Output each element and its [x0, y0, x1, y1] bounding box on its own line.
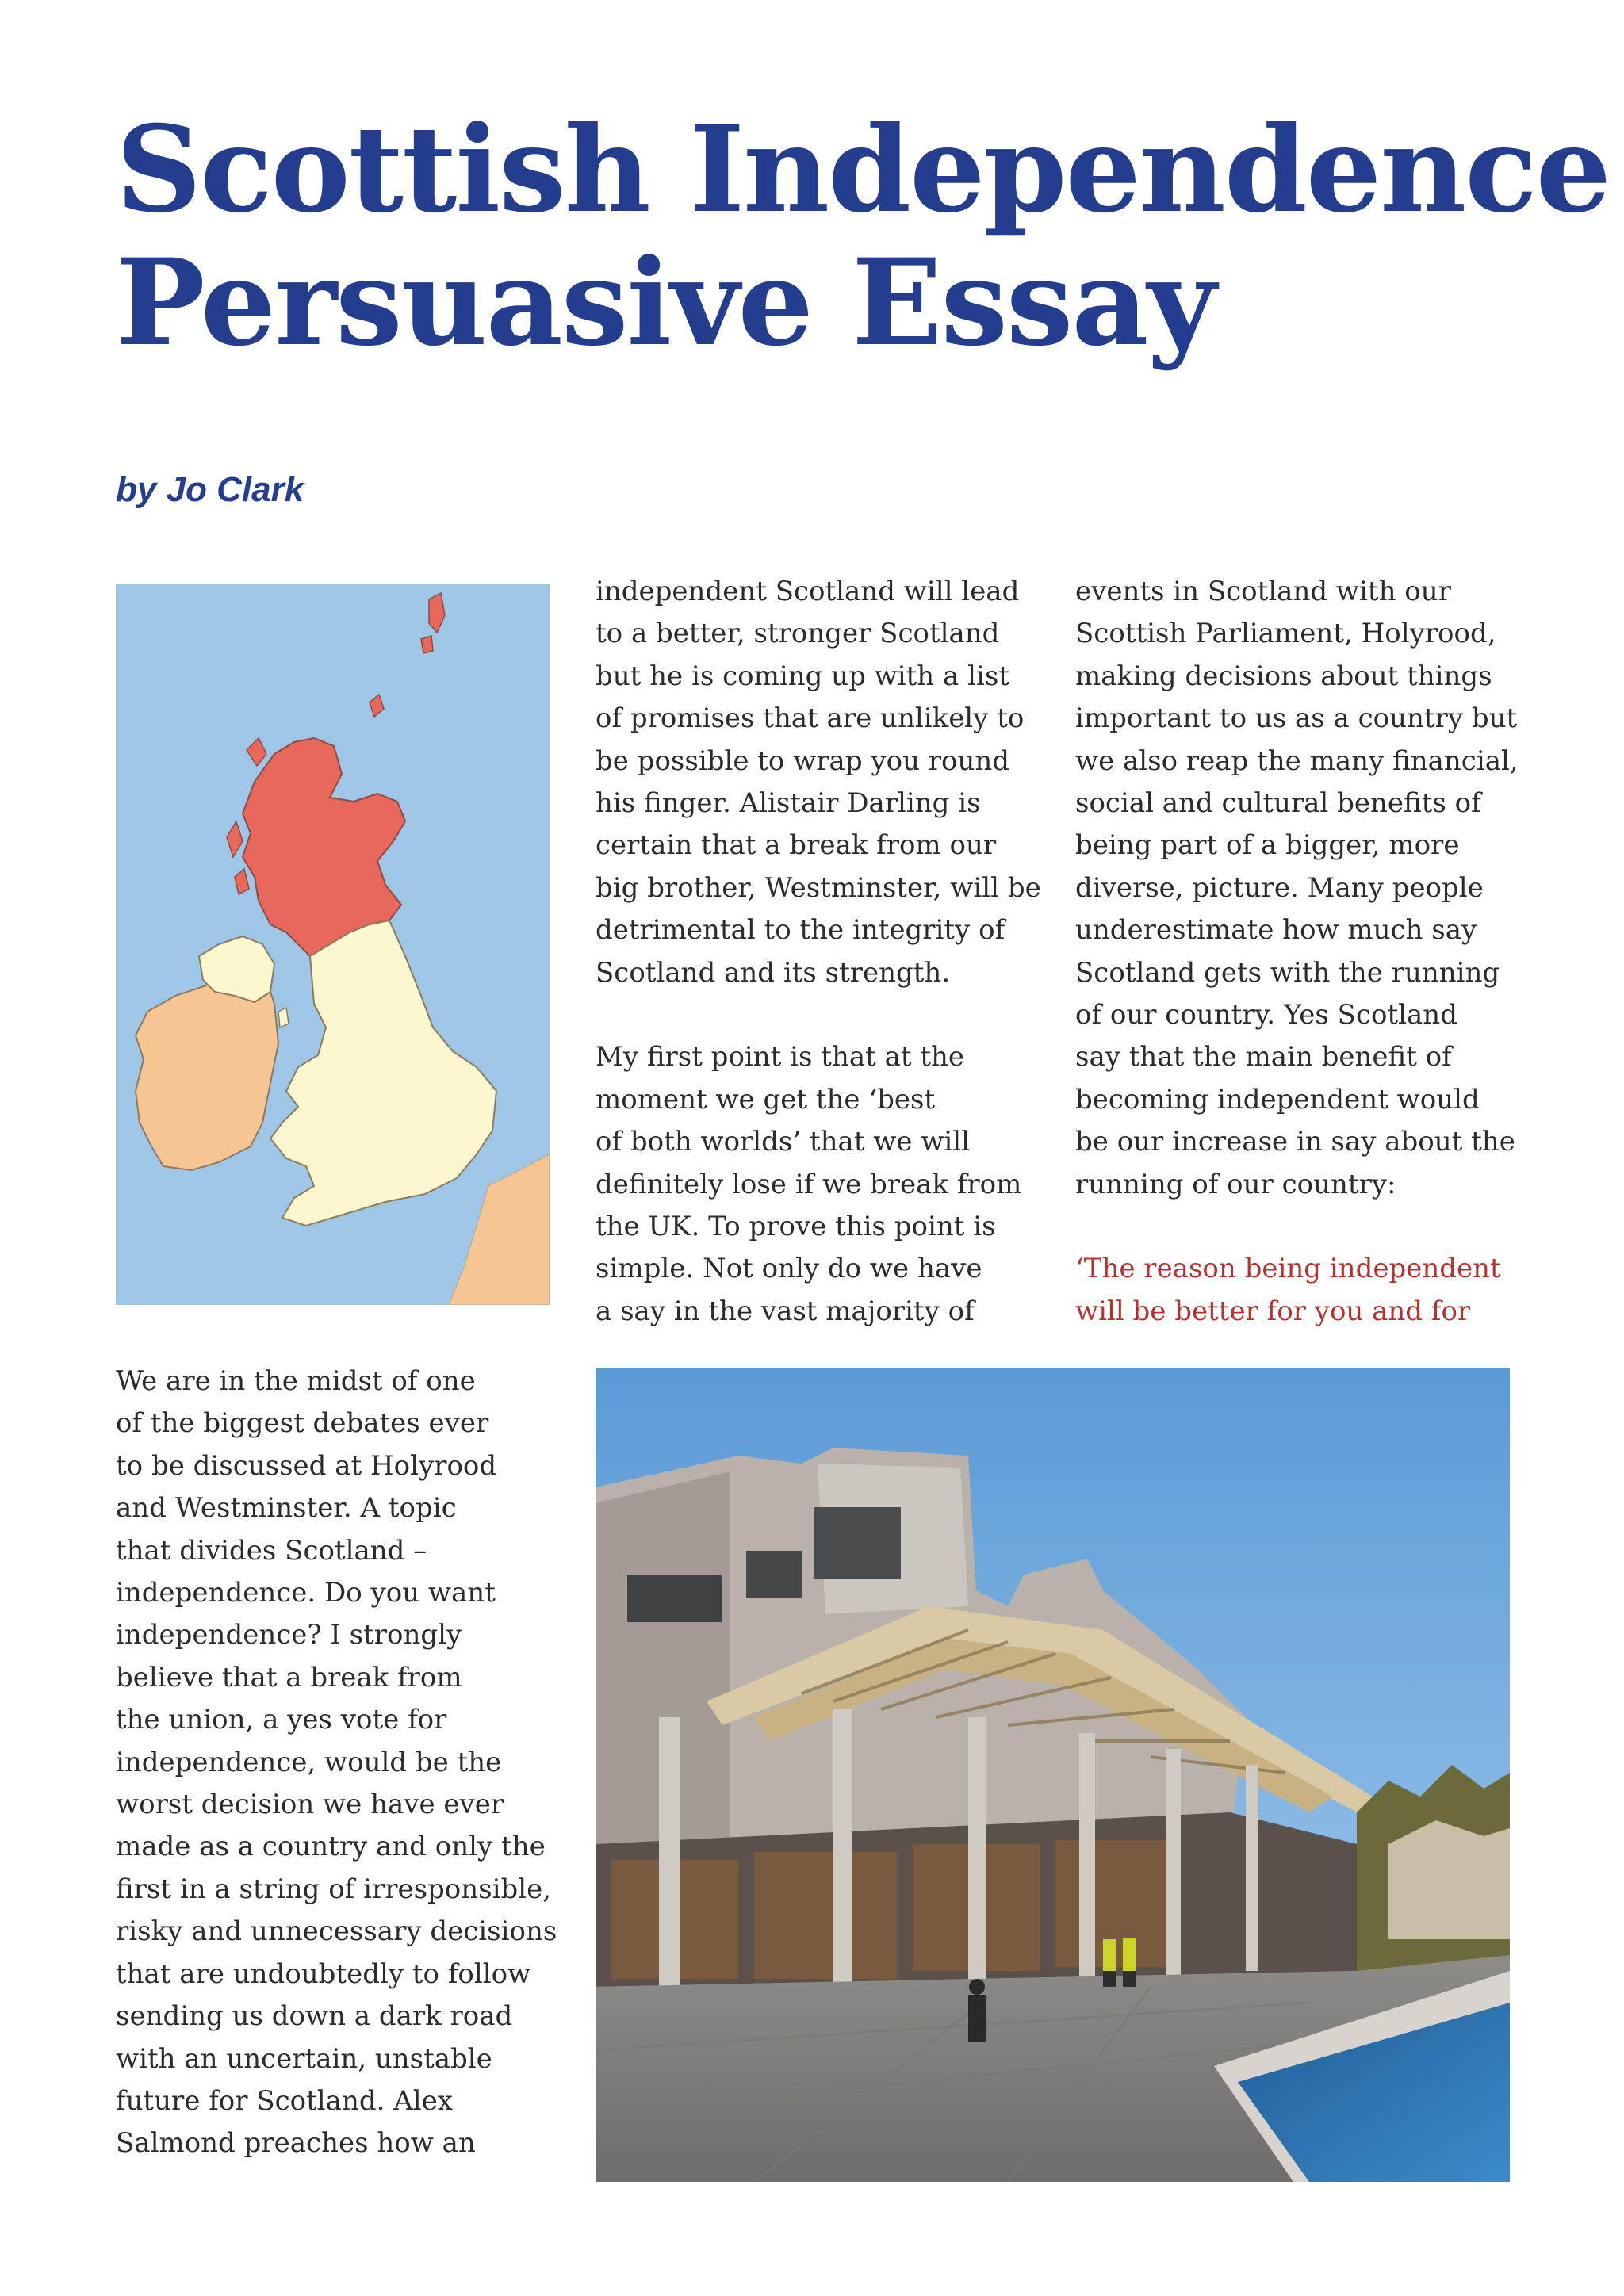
text-line: We are in the midst of one: [116, 1365, 476, 1397]
text-line: risky and unnecessary decisions: [116, 1915, 557, 1948]
quote-line: will be better for you and for: [1075, 1295, 1471, 1327]
text-line: diverse, picture. Many people: [1075, 871, 1484, 904]
text-line: definitely lose if we break from: [596, 1168, 1022, 1200]
text-line: Scottish Parliament, Holyrood,: [1075, 618, 1496, 650]
text-line: sending us down a dark road: [116, 2000, 513, 2033]
text-line: Salmond preaches how an: [116, 2127, 476, 2160]
text-line: running of our country:: [1075, 1168, 1396, 1200]
text-line: to a better, stronger Scotland: [596, 618, 1000, 650]
text-line: underestimate how much say: [1075, 914, 1477, 947]
text-line: being part of a bigger, more: [1075, 829, 1460, 862]
text-line: be possible to wrap you round: [596, 744, 1010, 777]
text-line: making decisions about things: [1075, 660, 1492, 692]
text-line: moment we get the ‘best: [596, 1083, 936, 1115]
text-line: of both worlds’ that we will: [596, 1126, 971, 1158]
body-column-middle: [596, 571, 1040, 1333]
text-line: independent Scotland will lead: [596, 576, 1020, 607]
article-title: [116, 100, 1611, 373]
text-line: the UK. To prove this point is: [596, 1211, 996, 1243]
text-line: made as a country and only the: [116, 1831, 546, 1863]
text-line: say that the main benefit of: [1075, 1041, 1452, 1073]
text-line: independence, would be the: [116, 1746, 502, 1778]
uk-ireland-map-image: [116, 584, 550, 1305]
text-line: events in Scotland with our: [1075, 576, 1451, 607]
text-line: independence? I strongly: [116, 1619, 462, 1651]
text-line: My first point is that at the: [596, 1041, 965, 1073]
text-line: we also reap the many financial,: [1075, 744, 1519, 777]
text-line: detrimental to the integrity of: [596, 914, 1005, 947]
paragraph-first-point: [596, 1036, 1040, 1333]
text-line: certain that a break from our: [596, 829, 997, 862]
text-line: social and cultural benefits of: [1075, 787, 1481, 820]
text-line: to be discussed at Holyrood: [116, 1449, 497, 1482]
text-line: independence. Do you want: [116, 1577, 496, 1609]
text-line: of promises that are unlikely to: [596, 702, 1025, 735]
text-line: but he is coming up with a list: [596, 660, 1009, 692]
text-line: be our increase in say about the: [1075, 1126, 1515, 1158]
pull-quote: [1075, 1248, 1551, 1333]
text-line: of our country. Yes Scotland: [1075, 999, 1457, 1031]
body-column-left: [116, 1360, 560, 2165]
text-line: and Westminster. A topic: [116, 1492, 457, 1525]
text-line: the union, a yes vote for: [116, 1704, 447, 1736]
text-line: worst decision we have ever: [116, 1789, 504, 1821]
paragraph-salmond-darling: [596, 571, 1040, 994]
text-line: that are undoubtedly to follow: [116, 1957, 531, 1990]
text-line: first in a string of irresponsible,: [116, 1873, 552, 1905]
paragraph-holyrood: [1075, 571, 1551, 1206]
text-line: Scotland and its strength.: [596, 956, 951, 989]
text-line: with an uncertain, unstable: [116, 2042, 492, 2075]
text-line: becoming independent would: [1075, 1083, 1480, 1115]
text-line: simple. Not only do we have: [596, 1253, 982, 1285]
text-line: big brother, Westminster, will be: [596, 871, 1041, 904]
text-line: his finger. Alistair Darling is: [596, 787, 981, 820]
text-line: a say in the vast majority of: [596, 1295, 975, 1327]
body-column-right: [1075, 571, 1551, 1333]
quote-line: ‘The reason being independent: [1075, 1253, 1501, 1285]
text-line: believe that a break from: [116, 1661, 462, 1693]
article-title-line-1: Scottish Independence: [116, 100, 1611, 239]
text-line: future for Scotland. Alex: [116, 2084, 453, 2117]
text-line: important to us as a country but: [1075, 702, 1518, 735]
text-line: Scotland gets with the running: [1075, 956, 1500, 989]
paragraph-intro: [116, 1360, 560, 2165]
text-line: of the biggest debates ever: [116, 1407, 489, 1440]
scottish-parliament-building-photo: [596, 1368, 1510, 2182]
text-line: that divides Scotland –: [116, 1534, 427, 1567]
author-byline: by Jo Clark: [116, 470, 304, 509]
article-title-line-2: Persuasive Essay: [116, 233, 1215, 373]
